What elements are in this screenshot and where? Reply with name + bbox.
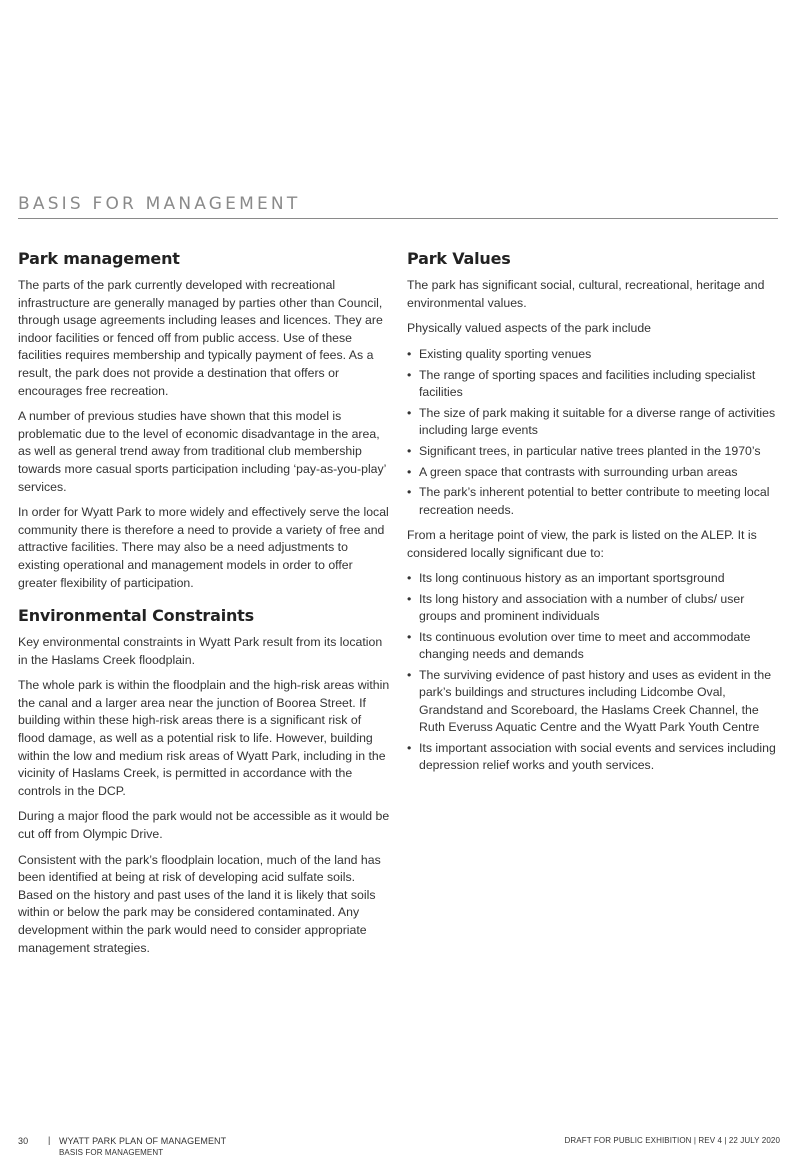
list-item-text: The surviving evidence of past history and uses as evident in the park’s buildings and structures including Lidcombe Oval, Grandstand and Scoreboard, the Haslams Creek Channel, the Ruth Everuss Aquatic Centre and the Wyatt Park Youth Centre xyxy=(419,668,772,735)
page-footer xyxy=(18,1136,780,1155)
park-values-intro: The park has significant social, cultural, recreational, heritage and environmental values. xyxy=(407,278,765,310)
list-item-text: Its continuous evolution over time to meet and accommodate changing needs and demands xyxy=(419,630,751,662)
bullet-icon: • xyxy=(407,571,412,586)
document-subtitle: BASIS FOR MANAGEMENT xyxy=(59,1148,164,1157)
list-item-text: Its important association with social events and services including depression relief works and youth services. xyxy=(419,740,776,773)
physical-aspects-intro: Physically valued aspects of the park include xyxy=(407,321,652,336)
heritage-significance-list xyxy=(407,570,779,774)
bullet-icon: • xyxy=(407,630,412,645)
bullet-icon: • xyxy=(407,367,412,382)
document-title: WYATT PARK PLAN OF MANAGEMENT xyxy=(59,1136,227,1146)
list-item-text: Its long history and association with a number of clubs/ user groups and prominent individuals xyxy=(419,591,745,624)
list-item xyxy=(407,484,779,519)
heritage-intro: From a heritage point of view, the park is listed on the ALEP. It is considered locally significant due to: xyxy=(407,527,757,560)
park-management-paragraph: A number of previous studies have shown that this model is problematic due to the level of economic disadvantage in the area, as well as general trend away from traditional club membership towards more casual sports participation including ‘pay-as-you-play’ services. xyxy=(18,409,386,494)
list-item xyxy=(407,591,779,626)
list-item-text: The range of sporting spaces and facilities including specialist facilities xyxy=(419,367,756,399)
physical-aspects-list xyxy=(407,346,779,519)
bullet-icon: • xyxy=(407,346,412,361)
footer-separator: | xyxy=(48,1135,51,1145)
list-item xyxy=(407,570,779,587)
park-management-heading: Park management xyxy=(18,249,180,268)
park-management-paragraph: In order for Wyatt Park to more widely and effectively serve the local community there is therefore a need to provide a variety of free and attractive facilities. There may also be a need adjustments to existing operational and management models in order to offer greater flexibility of participation. xyxy=(18,505,389,590)
page-number: 30 xyxy=(18,1136,29,1146)
draft-note: DRAFT FOR PUBLIC EXHIBITION | REV 4 | 22 JULY 2020 xyxy=(564,1136,780,1145)
list-item xyxy=(407,443,779,460)
list-item xyxy=(407,464,779,481)
list-item-text: Existing quality sporting venues xyxy=(419,346,592,361)
left-column xyxy=(18,249,390,965)
list-item-text: Its long continuous history as an important sportsground xyxy=(419,571,725,586)
section-divider xyxy=(18,218,778,219)
environmental-paragraph: The whole park is within the floodplain and the high-risk areas within the canal and a larger area near the junction of Boorea Street. If building within these high-risk areas there is a significant risk of flood damage, as well as a potential risk to life. However, building within the low and medium risk areas of Wyatt Park, including in the vicinity of Haslams Creek, is permitted in accordance with the controls in the DCP. xyxy=(18,678,390,798)
list-item-text: A green space that contrasts with surrounding urban areas xyxy=(419,464,738,479)
environmental-constraints-heading: Environmental Constraints xyxy=(18,606,254,626)
bullet-icon: • xyxy=(407,591,412,606)
park-values-heading: Park Values xyxy=(407,249,511,268)
list-item xyxy=(407,346,779,363)
environmental-paragraph: Consistent with the park’s floodplain location, much of the land has been identified at being at risk of developing acid sulfate soils. Based on the history and past uses of the land it is likely that soils within or below the park may be considered contaminated. Any development within the park would need to consider appropriate management strategies. xyxy=(18,852,381,955)
environmental-paragraph: During a major flood the park would not be accessible as it would be cut off from Olympic Drive. xyxy=(18,809,390,842)
list-item xyxy=(407,667,779,736)
list-item xyxy=(407,740,779,775)
bullet-icon: • xyxy=(407,405,412,420)
environmental-paragraph: Key environmental constraints in Wyatt Park result from its location in the Haslams Creek floodplain. xyxy=(18,635,383,667)
bullet-icon: • xyxy=(407,464,412,479)
list-item xyxy=(407,405,779,440)
list-item-text: The park’s inherent potential to better contribute to meeting local recreation needs. xyxy=(419,485,770,517)
bullet-icon: • xyxy=(407,740,412,755)
section-title: BASIS FOR MANAGEMENT xyxy=(18,194,301,214)
list-item-text: Significant trees, in particular native trees planted in the 1970’s xyxy=(419,443,761,458)
list-item xyxy=(407,367,779,402)
list-item xyxy=(407,629,779,664)
bullet-icon: • xyxy=(407,443,412,458)
park-management-paragraph: The parts of the park currently developed with recreational infrastructure are generally managed by parties other than Council, through usage agreements including leases and licences. They are indoor facilities or fenced off from public access. Use of these facilities requires membership and typically payment of fees. As a result, the park does not provide a destination that offers or encourages free recreation. xyxy=(18,278,383,398)
bullet-icon: • xyxy=(407,485,412,500)
bullet-icon: • xyxy=(407,668,412,683)
right-column xyxy=(407,249,779,782)
list-item-text: The size of park making it suitable for a diverse range of activities including large events xyxy=(419,405,776,437)
